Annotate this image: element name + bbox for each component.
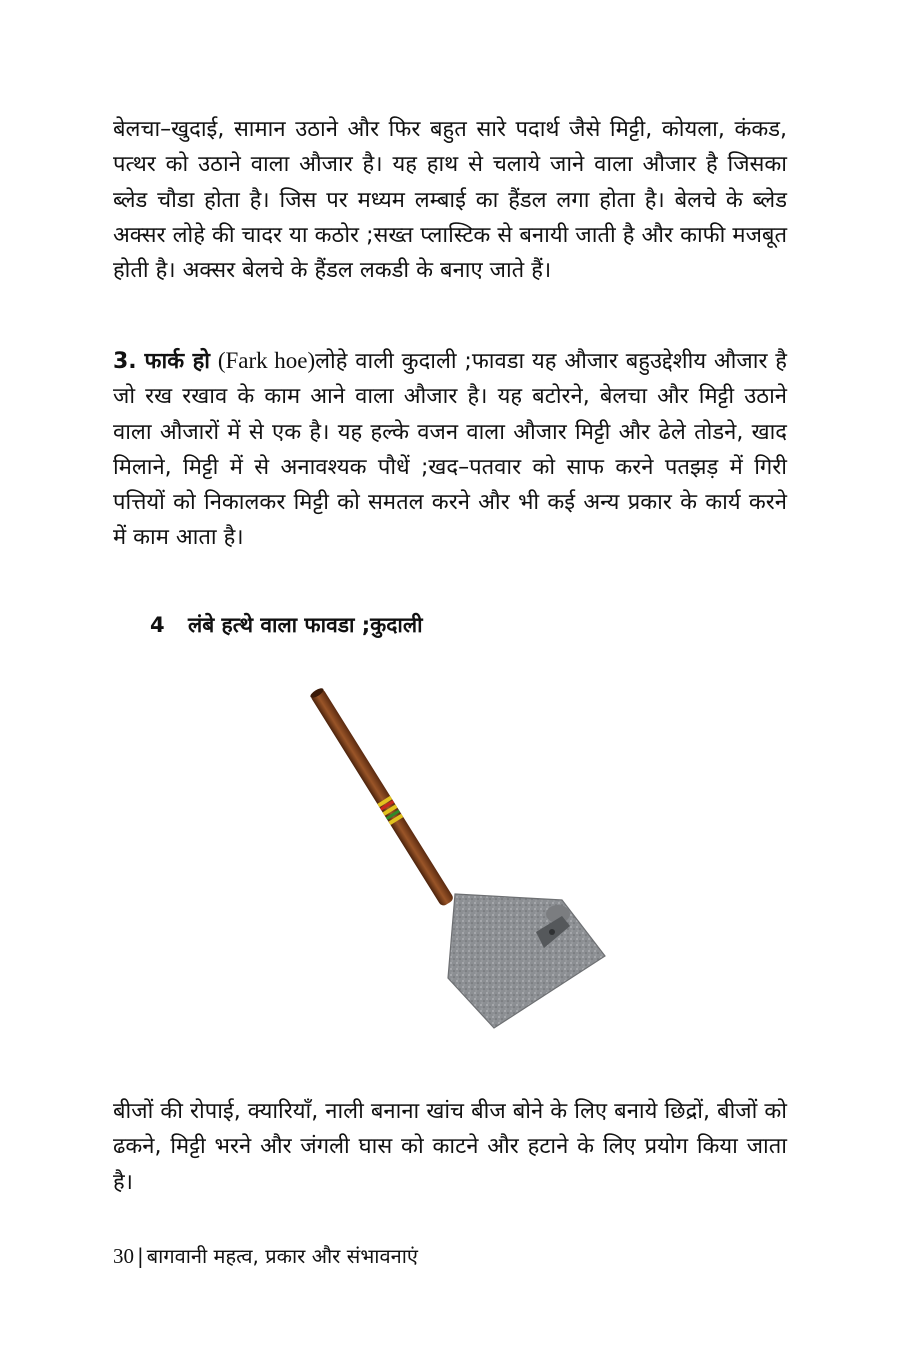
paragraph-hoe-uses: बीजों की रोपाई, क्यारियाँ, नाली बनाना खांच बीज बोने के लिए बनाये छिद्रों, बीजों को ढकने, मिट्टी भरने और जंगली घास को काटने और हटाने के लिए प्रयोग किया जाता है। [113, 1099, 787, 1195]
hoe-illustration [300, 680, 620, 1040]
heading-number: 4 [150, 613, 165, 637]
hoe-blade [448, 894, 605, 1028]
section-heading [150, 611, 423, 639]
paragraph-shovel: बेलचा–खुदाई, सामान उठाने और फिर बहुत सारे पदार्थ जैसे मिट्टी, कोयला, कंकड, पत्थर को उठाने वाला औजार है। यह हाथ से चलाये जाने वाला औजार है जिसका ब्लेड चौडा होता है। जिस पर मध्यम लम्बाई का हैंडल लगा होता है। बेलचे के ब्लेड अक्सर लोहे की चादर या कठोर ;सख्त प्लास्टिक से बनायी जाती है और काफी मजबूत होती है। अक्सर बेलचे के हैंडल लकडी के बनाए जाते हैं। [113, 117, 787, 284]
item-number: 3. [113, 349, 137, 374]
item-description: लोहे वाली कुदाली ;फावडा यह औजार बहुउद्देशीय औजार है जो रख रखाव के काम आने वाला औजार है। यह बटोरने, बेलचा और मिट्टी उठाने वाला औजारों में से एक है। यह हल्के वजन वाला औजार मिट्टी और ढेले तोडने, खाद मिलाने, मिट्टी में से अनावश्यक पौधें ;खद–पतवार को साफ करने पतझड़ में गिरी पत्तियों को निकालकर मिट्टी को समतल करने और भी कई अन्य प्रकार के कार्य करने में काम आता है। [113, 349, 787, 551]
hoe-handle [310, 687, 455, 907]
footer-separator: | [137, 1244, 144, 1268]
book-title: बागवानी महत्व, प्रकार और संभावनाएं [146, 1244, 418, 1268]
page-number: 30 [113, 1244, 134, 1268]
page-footer [113, 1242, 418, 1269]
heading-title: लंबे हत्थे वाला फावडा ;कुदाली [188, 613, 423, 637]
item-term-latin: (Fark hoe) [217, 348, 316, 373]
paragraph-fork-hoe [113, 343, 787, 556]
item-term: फार्क हो [144, 349, 210, 374]
